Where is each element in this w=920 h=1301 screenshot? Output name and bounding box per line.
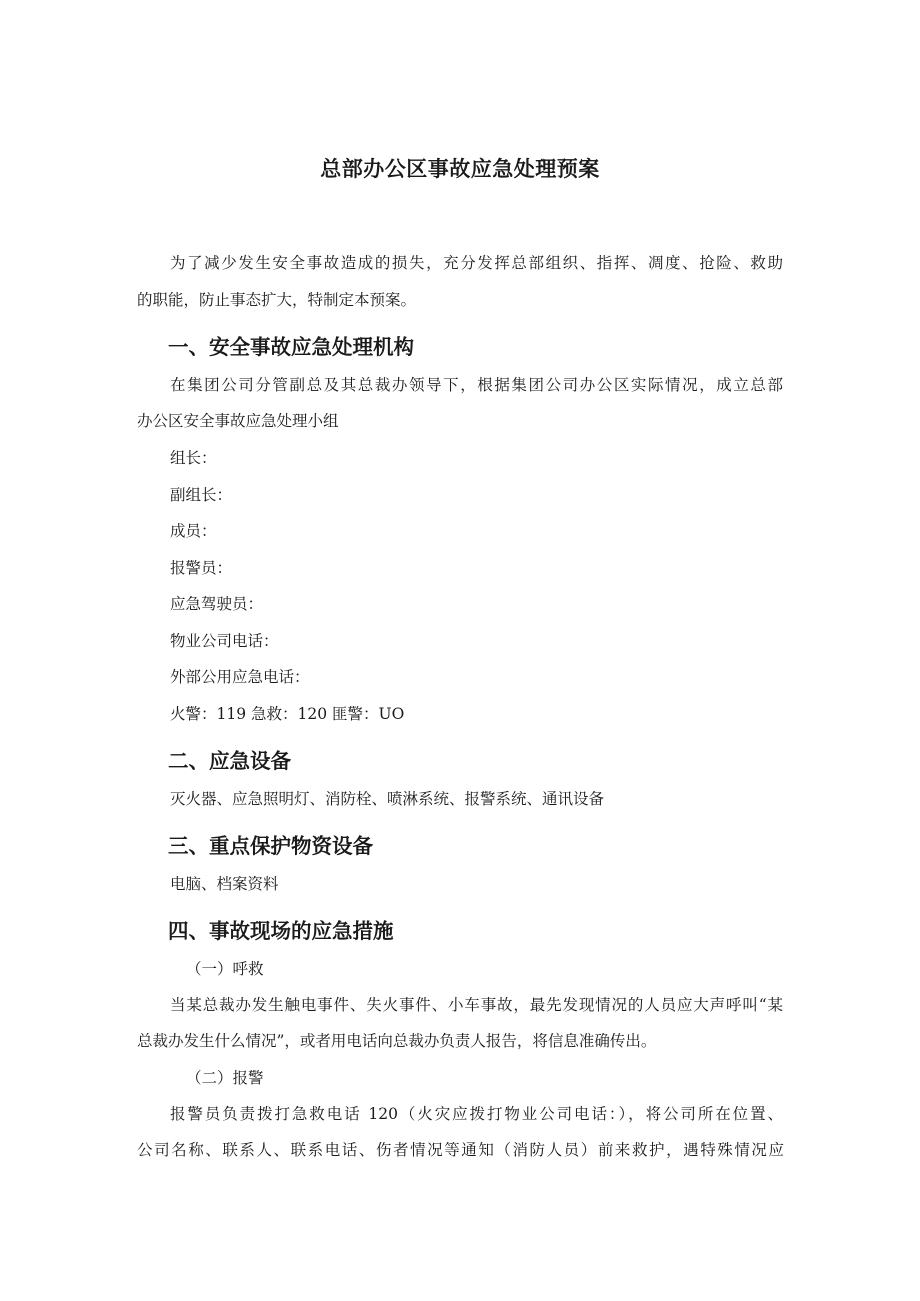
section-2-content: 灭火器、应急照明灯、消防栓、喷淋系统、报警系统、通讯设备 xyxy=(170,790,605,808)
intro-line-1: 为了减少发生安全事故造成的损失，充分发挥总部组织、指挥、凋度、抢险、救助 xyxy=(170,254,783,272)
subsection-2-label: （二）报警 xyxy=(186,1069,264,1087)
section-1-para-line-2: 办公区安全事故应急处理小组 xyxy=(137,412,339,430)
emergency-numbers: 火警：119 急救：120 匪警：UO xyxy=(170,705,405,723)
role-deputy-leader: 副组长： xyxy=(170,486,233,504)
section-3-content: 电脑、档案资料 xyxy=(170,875,279,893)
section-4-heading: 四、事故现场的应急措施 xyxy=(168,919,394,943)
section-3-heading: 三、重点保护物资设备 xyxy=(168,834,373,858)
role-property-phone: 物业公司电话： xyxy=(170,632,279,650)
subsection-2-line-2: 公司名称、联系人、联系电话、伤者情况等通知（消防人员）前来救护，遇特殊情况应 xyxy=(137,1141,784,1159)
role-public-emergency-phone: 外部公用应急电话： xyxy=(170,668,310,686)
role-alarm-officer: 报警员： xyxy=(170,559,233,577)
subsection-1-label: （一）呼救 xyxy=(186,960,264,978)
section-1-para-line-1: 在集团公司分管副总及其总裁办领导下，根据集团公司办公区实际情况，成立总部 xyxy=(170,376,783,394)
subsection-1-line-1: 当某总裁办发生触电事件、失火事件、小车事故，最先发现情况的人员应大声呼叫“某 xyxy=(170,996,783,1014)
section-1-heading: 一、安全事故应急处理机构 xyxy=(168,335,414,359)
role-emergency-driver: 应急驾驶员： xyxy=(170,595,264,613)
intro-line-2: 的职能，防止事态扩大，特制定本预案。 xyxy=(137,291,417,309)
role-leader: 组长： xyxy=(170,449,217,467)
subsection-2-line-1: 报警员负责拨打急救电话 120（火灾应拨打物业公司电话：），将公司所在位置、 xyxy=(170,1105,783,1123)
role-members: 成员： xyxy=(170,522,217,540)
document-title: 总部办公区事故应急处理预案 xyxy=(320,157,600,181)
subsection-1-line-2: 总裁办发生什么情况”，或者用电话向总裁办负责人报告，将信息准确传出。 xyxy=(137,1032,657,1050)
section-2-heading: 二、应急设备 xyxy=(168,749,291,773)
